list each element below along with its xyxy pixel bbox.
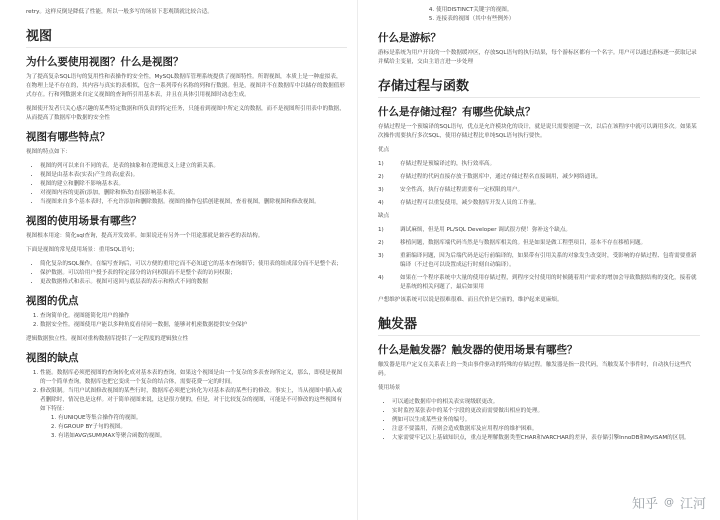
zhihu-watermark [632, 493, 706, 512]
disadvantages-tail: 户想维护该系统可以说是很难很难、而且代价是空前的，维护起来更麻烦。 [378, 297, 563, 303]
list-item: • 实时监控某张表中的某个字段的更改而需要做出相应的处理。 [392, 407, 700, 416]
item-number: 2) [378, 174, 384, 180]
list-item: 2. 数据安全性。视图使用户能以多种角度看待同一数据，能够对机密数据提供安全保护 [40, 321, 347, 330]
list-item: • 视图是由基本表(实表)产生的表(虚表)。 [40, 171, 347, 180]
cursor-heading: 什么是游标？ [378, 32, 441, 44]
watermark-site: 知乎 [631, 497, 658, 512]
list-item: • 简化复杂的SQL操作。在编写查询后，可以方便的重用它而不必知道它的基本查询细节；使用表的组成部分而不是整个表； [40, 260, 347, 269]
item-text: 安全性高，执行存储过程需要有一定权限的用户。 [400, 187, 524, 193]
disadvantages-label: 缺点 [378, 213, 390, 219]
watermark-at: @ [663, 497, 674, 508]
list-item: • 更改数据格式和表示。视图可返回与底层表的表示和格式不同的数据 [40, 278, 347, 287]
list-item [378, 274, 700, 292]
procedure-section-title: 存储过程与函数 [378, 75, 700, 98]
list-item [378, 186, 700, 195]
view-scenes-list [26, 260, 347, 287]
list-item: • 保护数据。可以给用户授予表的特定部分的访问权限而不是整个表的访问权限； [40, 269, 347, 278]
list-item [378, 160, 700, 169]
view-features-heading: 视图有哪些特点？ [26, 131, 110, 143]
intro-text: retry。这样反倒是降低了性能，所以一般多写的场景下悲观锁就比较合适。 [26, 9, 213, 15]
item-text: 如果在一个程序系统中大量的使用存储过程，到程序交付使用的时候随着用户需求的增加会导致数据结构的变化，接着就是系统的相关问题了，最后如果用 [400, 275, 697, 290]
view-cons-heading: 视图的缺点 [26, 352, 79, 364]
list-item [378, 199, 700, 208]
item-number: 4) [378, 275, 384, 281]
list-item: • 视图的建立和删除不影响基本表。 [40, 180, 347, 189]
item-number: 3) [378, 253, 384, 259]
view-section-title: 视图 [26, 25, 347, 48]
cursor-paragraph: 游标是系统为用户开设的一个数据缓冲区，存放SQL语句的执行结果，每个游标区都有一个名字。用户可以通过游标逐一获取记录并赋给主变量，交由主语言进一步处理 [378, 50, 697, 65]
watermark-author: 江河 [679, 497, 706, 512]
trigger-section-title: 触发器 [378, 313, 700, 336]
list-item: 5. 连接表的视图（其中有些例外） [436, 15, 700, 24]
list-item [378, 252, 700, 270]
advantages-list [378, 160, 700, 208]
item-text: 存储过程的代码直接存放于数据库中，通过存储过程名直接调用，减少网络通讯。 [400, 174, 602, 180]
list-item: 1. 性能。数据库必须把视图的查询转化成对基本表的查询，如果这个视图是由一个复杂的多表查询所定义，那么，即使是视图的一个简单查询，数据库也把它变成一个复杂的结合体，需要花费一定的时间。 [40, 369, 347, 387]
view-features-list [26, 162, 347, 207]
list-item: 2. 有GROUP BY子句的视图。 [58, 423, 347, 432]
list-item [378, 226, 700, 235]
view-cons-list [26, 369, 347, 441]
list-item: 1. 有UNIQUE等集合操作符的视图。 [58, 414, 347, 423]
list-item: • 可以通过数据库中的相关表实现级联更改。 [392, 398, 700, 407]
list-item: • 对视图内容的更新(添加，删除和修改)直接影响基本表。 [40, 189, 347, 198]
list-item: • 视图的列可以来自不同的表，是表的抽象和在逻辑意义上建立的新关系。 [40, 162, 347, 171]
trigger-scenes-list [378, 398, 700, 443]
cons-item-text: 修改限制。当用户试图修改视图的某些行时，数据库必须把它转化为对基本表的某些行的修改。事实上，当从视图中插入或者删除时，情况也是这样。对于简单视图来说，这是很方便的，但是，对于比较复杂的视图，可能是不可修改的这些视图有如下特征： [40, 388, 343, 412]
procedure-heading: 什么是存储过程？有哪些优缺点？ [378, 106, 536, 118]
list-item: • 注意不要滥用，否则会造成数据库及应用程序的维护困难。 [392, 425, 700, 434]
list-item [40, 387, 347, 441]
list-item: 1. 查询简单化。视图能简化用户的操作 [40, 312, 347, 321]
list-item: • 大家需要牢记以上基础知识点，重点是理解数据类型CHAR和VARCHAR的差异，表存储引擎InnoDB和MyISAM的区别。 [392, 434, 700, 443]
item-number: 1) [378, 161, 384, 167]
item-number: 3) [378, 187, 384, 193]
why-view-paragraph-1: 为了提高复杂SQL语句的复用性和表操作的安全性，MySQL数据库管理系统提供了视图特性。所谓视图，本质上是一种虚拟表，在物理上是不存在的，其内容与真实的表相似，包含一系列带有名称的列和行数据。但是，视图并不在数据库中以储存的数据值形式存在。行和列数据来自定义视图的查询所引用基本表，并且在具体引用视图时动态生成。 [26, 74, 345, 98]
view-scenes-heading: 视图的使用场景有哪些？ [26, 215, 142, 227]
list-item: • 当视图来自多个基本表时，不允许添加和删除数据。视图的操作包括创建视图，查看视图，删除视图和修改视图。 [40, 198, 347, 207]
trigger-paragraph: 触发器是用户定义在关系表上的一类由事件驱动的特殊的存储过程。触发器是指一段代码，当触发某个事件时，自动执行这些代码。 [378, 362, 692, 377]
item-text: 存储过程是预编译过的，执行效率高。 [400, 161, 496, 167]
view-features-intro: 视图的特点如下： [26, 149, 71, 155]
list-item: • 例如可以生成某些业务的编号。 [392, 416, 700, 425]
advantages-label: 优点 [378, 147, 390, 153]
view-pros-heading: 视图的优点 [26, 295, 79, 307]
trigger-scenes-label: 使用场景 [378, 385, 401, 391]
view-pros-list [26, 312, 347, 330]
item-text: 调试麻烦，但是用 PL/SQL Developer 调试很方便！弥补这个缺点。 [400, 227, 572, 233]
procedure-paragraph: 存储过程是一个预编译的SQL语句，优点是允许模块化的设计，就是说只需要创建一次，以后在该程序中就可以调用多次。如果某次操作需要执行多次SQL，使用存储过程比单纯SQL语句执行要快。 [378, 124, 697, 139]
item-number: 2) [378, 240, 384, 246]
view-scenes-paragraph-1: 视图根本用途：简化sql查询，提高开发效率。如果说还有另外一个用途那就是兼容老的表结构。 [26, 233, 264, 239]
item-text: 移植问题，数据库端代码当然是与数据库相关的。但是如果是做工程型项目，基本不存在移植问题。 [400, 240, 647, 246]
list-item [378, 173, 700, 182]
why-view-paragraph-2: 视图使开发者只关心感兴趣的某些特定数据和所负责的特定任务，只能看到视图中所定义的数据，而不是视图所引用表中的数据，从而提高了数据库中数据的安全性 [26, 106, 345, 121]
cons-sub-list [40, 414, 347, 441]
list-item: 4. 使用DISTINCT关键字的视图。 [436, 6, 700, 15]
item-number: 1) [378, 227, 384, 233]
right-page [364, 0, 720, 520]
list-item [378, 239, 700, 248]
left-page [0, 0, 358, 520]
item-number: 4) [378, 200, 384, 206]
trigger-heading: 什么是触发器？触发器的使用场景有哪些？ [378, 344, 578, 356]
item-text: 存储过程可以重复使用，减少数据库开发人员的工作量。 [400, 200, 540, 206]
view-scenes-paragraph-2: 下面是视图的常见使用场景：重用SQL语句； [26, 247, 138, 253]
why-view-heading: 为什么要使用视图？什么是视图？ [26, 56, 184, 68]
list-item: 3. 有诸如AVG\SUM\MAX等聚合函数的视图。 [58, 432, 347, 441]
item-text: 重新编译问题，因为后端代码是运行前编译的，如果带有引用关系的对象发生改变时，受影响的存储过程、包将需要重新编译（不过也可以设置成运行时刻自动编译）。 [400, 253, 697, 268]
cons-sub-list-continued [378, 6, 700, 24]
disadvantages-list [378, 226, 700, 292]
view-pros-paragraph: 逻辑数据独立性。视图对重构数据库提供了一定程度的逻辑独立性 [26, 336, 189, 342]
